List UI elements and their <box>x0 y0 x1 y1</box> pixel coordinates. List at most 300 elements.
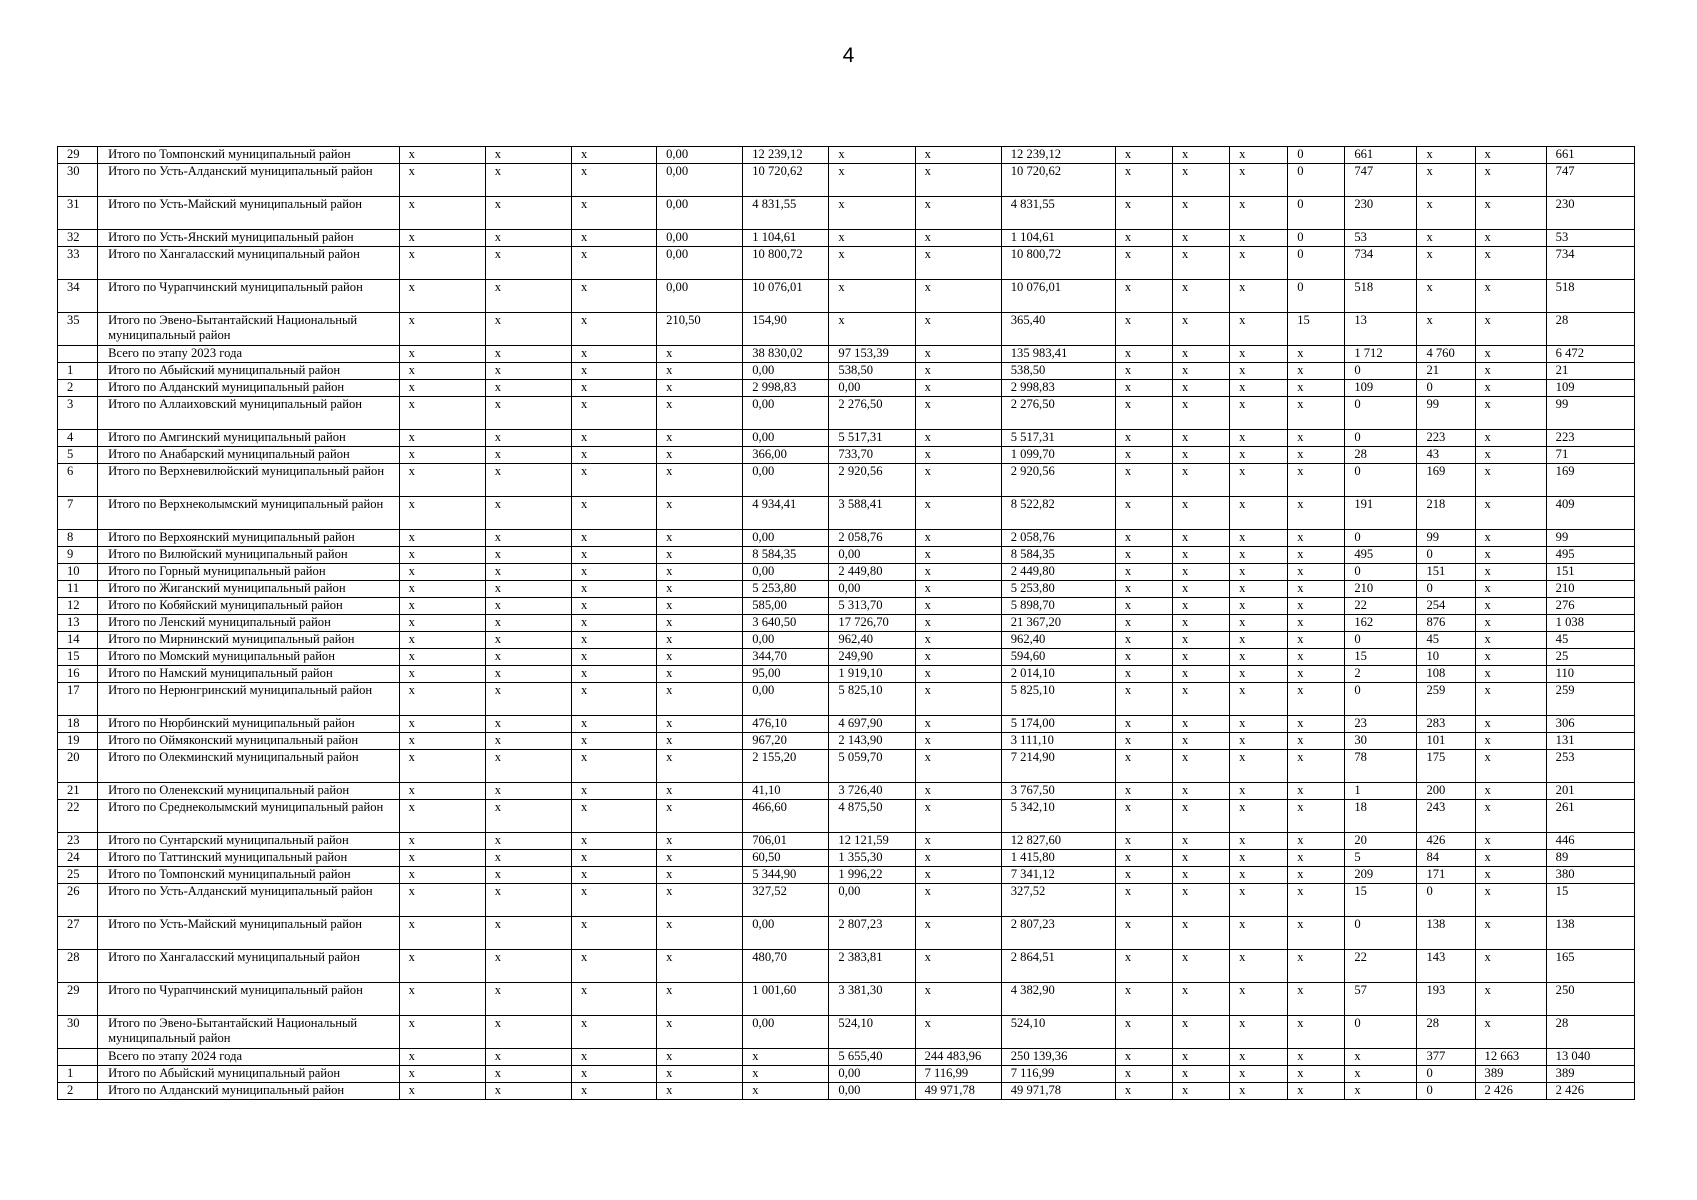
row-number-cell: 11 <box>58 581 98 598</box>
table-cell: x <box>571 313 656 346</box>
table-row <box>58 733 1635 750</box>
table-cell: 191 <box>1345 497 1417 530</box>
table-cell: x <box>1173 750 1230 783</box>
table-cell: x <box>399 917 485 950</box>
table-cell: x <box>1288 750 1345 783</box>
table-cell: x <box>485 363 571 380</box>
table-cell: x <box>1288 497 1345 530</box>
table-cell: x <box>1173 581 1230 598</box>
table-cell: x <box>399 850 485 867</box>
table-cell: x <box>399 363 485 380</box>
table-cell: x <box>571 1066 656 1083</box>
table-row <box>58 917 1635 950</box>
table-cell: x <box>657 666 743 683</box>
table-cell: x <box>1288 850 1345 867</box>
table-cell: 230 <box>1345 197 1417 230</box>
table-cell: x <box>1475 666 1546 683</box>
table-cell: 78 <box>1345 750 1417 783</box>
table-cell: x <box>399 164 485 197</box>
table-cell: x <box>485 716 571 733</box>
district-name-cell: Итого по Таттинский муниципальный район <box>98 850 400 867</box>
table-cell: x <box>485 581 571 598</box>
table-cell: x <box>1417 247 1475 280</box>
table-cell: x <box>915 716 1001 733</box>
table-cell: x <box>1230 547 1288 564</box>
table-cell: 259 <box>1417 683 1475 716</box>
table-cell: 0,00 <box>743 430 829 447</box>
table-cell: x <box>915 147 1001 164</box>
table-row <box>58 447 1635 464</box>
table-cell: 22 <box>1345 950 1417 983</box>
table-cell: 0 <box>1345 564 1417 581</box>
table-cell: x <box>1173 733 1230 750</box>
row-number-cell: 3 <box>58 397 98 430</box>
table-cell: x <box>829 230 915 247</box>
table-cell: x <box>915 850 1001 867</box>
table-cell: x <box>399 547 485 564</box>
table-cell: x <box>657 867 743 884</box>
table-cell: 12 239,12 <box>1001 147 1115 164</box>
row-number-cell: 23 <box>58 833 98 850</box>
table-cell: 2 383,81 <box>829 950 915 983</box>
table-cell: x <box>1115 1016 1172 1049</box>
table-cell: 0 <box>1345 683 1417 716</box>
row-number-cell: 2 <box>58 380 98 397</box>
table-cell: x <box>1230 800 1288 833</box>
table-cell: 1 038 <box>1546 615 1634 632</box>
table-cell: 734 <box>1546 247 1634 280</box>
district-name-cell: Итого по Хангаласский муниципальный район <box>98 950 400 983</box>
table-cell: 200 <box>1417 783 1475 800</box>
table-cell: 218 <box>1417 497 1475 530</box>
table-cell: 4 831,55 <box>743 197 829 230</box>
table-cell: x <box>485 983 571 1016</box>
table-cell: x <box>1173 247 1230 280</box>
table-cell: x <box>1345 1049 1417 1066</box>
table-cell: 151 <box>1417 564 1475 581</box>
table-cell: 0,00 <box>657 280 743 313</box>
table-cell: x <box>657 733 743 750</box>
table-row <box>58 464 1635 497</box>
table-cell: x <box>1230 530 1288 547</box>
table-cell: x <box>1173 649 1230 666</box>
table-cell: 2 <box>1345 666 1417 683</box>
district-name-cell: Итого по Сунтарский муниципальный район <box>98 833 400 850</box>
table-cell: 426 <box>1417 833 1475 850</box>
table-cell: x <box>1173 666 1230 683</box>
table-cell: x <box>1173 430 1230 447</box>
table-cell: x <box>743 1083 829 1100</box>
data-table <box>57 146 1635 1100</box>
table-cell: 261 <box>1546 800 1634 833</box>
table-cell: x <box>485 447 571 464</box>
table-cell: x <box>1230 147 1288 164</box>
table-cell: x <box>1288 430 1345 447</box>
table-cell: 22 <box>1345 598 1417 615</box>
table-cell: 0 <box>1417 1083 1475 1100</box>
table-cell: x <box>915 950 1001 983</box>
table-cell: x <box>1475 447 1546 464</box>
district-name-cell: Итого по Абыйский муниципальный район <box>98 1066 400 1083</box>
table-cell: x <box>399 867 485 884</box>
table-cell: x <box>399 313 485 346</box>
table-cell: x <box>1417 280 1475 313</box>
table-cell: 250 139,36 <box>1001 1049 1115 1066</box>
table-cell: x <box>399 147 485 164</box>
table-cell: 21 367,20 <box>1001 615 1115 632</box>
table-cell: x <box>1475 464 1546 497</box>
table-cell: 1 001,60 <box>743 983 829 1016</box>
district-name-cell: Итого по Абыйский муниципальный район <box>98 363 400 380</box>
table-cell: 89 <box>1546 850 1634 867</box>
table-cell: 0,00 <box>743 530 829 547</box>
table-cell: x <box>657 564 743 581</box>
table-cell: 254 <box>1417 598 1475 615</box>
table-cell: x <box>915 230 1001 247</box>
table-cell: x <box>571 598 656 615</box>
table-cell: 10 076,01 <box>743 280 829 313</box>
table-cell: x <box>1115 547 1172 564</box>
table-cell: 2 426 <box>1475 1083 1546 1100</box>
table-cell: x <box>915 581 1001 598</box>
table-cell: x <box>1230 867 1288 884</box>
table-cell: x <box>1230 230 1288 247</box>
table-cell: 7 214,90 <box>1001 750 1115 783</box>
table-cell: x <box>1173 983 1230 1016</box>
district-name-cell: Итого по Усть-Янский муниципальный район <box>98 230 400 247</box>
table-cell: x <box>829 247 915 280</box>
table-row <box>58 649 1635 666</box>
table-cell: x <box>1230 632 1288 649</box>
table-cell: 109 <box>1546 380 1634 397</box>
row-number-cell: 4 <box>58 430 98 447</box>
table-cell: x <box>915 615 1001 632</box>
row-number-cell: 22 <box>58 800 98 833</box>
table-row <box>58 247 1635 280</box>
table-cell: 108 <box>1417 666 1475 683</box>
table-cell: 10 800,72 <box>1001 247 1115 280</box>
table-cell: x <box>1230 884 1288 917</box>
table-cell: x <box>485 280 571 313</box>
table-cell: 4 760 <box>1417 346 1475 363</box>
table-cell: 101 <box>1417 733 1475 750</box>
table-cell: x <box>657 464 743 497</box>
row-number-cell: 33 <box>58 247 98 280</box>
table-cell: 0 <box>1288 197 1345 230</box>
row-number-cell: 19 <box>58 733 98 750</box>
table-cell: x <box>1230 564 1288 581</box>
table-cell: x <box>571 247 656 280</box>
table-cell: 1 104,61 <box>1001 230 1115 247</box>
table-cell: x <box>657 363 743 380</box>
table-cell: 138 <box>1546 917 1634 950</box>
table-cell: x <box>399 833 485 850</box>
table-cell: x <box>1230 666 1288 683</box>
table-cell: x <box>485 615 571 632</box>
table-cell: x <box>399 1066 485 1083</box>
table-cell: 13 040 <box>1546 1049 1634 1066</box>
table-cell: x <box>1230 363 1288 380</box>
table-cell: x <box>399 497 485 530</box>
table-cell: x <box>657 917 743 950</box>
table-cell: x <box>1288 783 1345 800</box>
table-cell: 967,20 <box>743 733 829 750</box>
table-cell: x <box>657 380 743 397</box>
table-cell: 25 <box>1546 649 1634 666</box>
table-cell: x <box>1115 497 1172 530</box>
table-cell: x <box>829 197 915 230</box>
table-cell: x <box>1115 750 1172 783</box>
table-cell: 10 076,01 <box>1001 280 1115 313</box>
table-cell: x <box>571 564 656 581</box>
table-cell: x <box>1288 1049 1345 1066</box>
table-cell: 15 <box>1345 649 1417 666</box>
table-cell: x <box>399 884 485 917</box>
district-name-cell: Итого по Жиганский муниципальный район <box>98 581 400 598</box>
table-cell: x <box>571 547 656 564</box>
table-cell: x <box>571 430 656 447</box>
table-cell: x <box>399 800 485 833</box>
table-cell: 518 <box>1546 280 1634 313</box>
table-cell: x <box>1288 867 1345 884</box>
table-row <box>58 497 1635 530</box>
row-number-cell: 34 <box>58 280 98 313</box>
table-cell: 706,01 <box>743 833 829 850</box>
table-row <box>58 547 1635 564</box>
table-cell: x <box>399 750 485 783</box>
table-cell: x <box>571 346 656 363</box>
table-cell: 169 <box>1546 464 1634 497</box>
table-cell: x <box>1475 164 1546 197</box>
table-cell: 480,70 <box>743 950 829 983</box>
table-cell: 495 <box>1345 547 1417 564</box>
district-name-cell: Итого по Горный муниципальный район <box>98 564 400 581</box>
table-cell: 138 <box>1417 917 1475 950</box>
table-cell: x <box>1475 716 1546 733</box>
row-number-cell <box>58 346 98 363</box>
table-cell: 2 864,51 <box>1001 950 1115 983</box>
table-cell: x <box>1230 598 1288 615</box>
district-name-cell: Итого по Среднеколымский муниципальный район <box>98 800 400 833</box>
table-cell: 12 827,60 <box>1001 833 1115 850</box>
row-number-cell: 13 <box>58 615 98 632</box>
table-cell: x <box>571 1083 656 1100</box>
table-cell: 0,00 <box>657 147 743 164</box>
table-cell: x <box>915 464 1001 497</box>
district-name-cell: Итого по Усть-Майский муниципальный район <box>98 197 400 230</box>
table-cell: 409 <box>1546 497 1634 530</box>
table-cell: x <box>1230 1016 1288 1049</box>
table-cell: 21 <box>1417 363 1475 380</box>
table-cell: 2 920,56 <box>829 464 915 497</box>
table-cell: 3 726,40 <box>829 783 915 800</box>
table-cell: x <box>1417 197 1475 230</box>
table-row <box>58 1016 1635 1049</box>
table-cell: x <box>657 884 743 917</box>
table-cell: x <box>485 783 571 800</box>
table-cell: x <box>571 497 656 530</box>
table-cell: 5 344,90 <box>743 867 829 884</box>
table-cell: x <box>571 867 656 884</box>
table-cell: x <box>485 247 571 280</box>
table-cell: 38 830,02 <box>743 346 829 363</box>
table-cell: 12 121,59 <box>829 833 915 850</box>
table-cell: x <box>1288 716 1345 733</box>
table-cell: x <box>915 346 1001 363</box>
table-cell: x <box>1173 197 1230 230</box>
row-number-cell: 18 <box>58 716 98 733</box>
row-number-cell: 32 <box>58 230 98 247</box>
table-cell: x <box>1173 164 1230 197</box>
table-cell: 476,10 <box>743 716 829 733</box>
table-cell: x <box>571 530 656 547</box>
table-cell: x <box>571 447 656 464</box>
table-cell: 2 449,80 <box>829 564 915 581</box>
table-cell: x <box>915 783 1001 800</box>
table-cell: x <box>1115 666 1172 683</box>
table-cell: x <box>1288 649 1345 666</box>
table-cell: 389 <box>1475 1066 1546 1083</box>
table-cell: 2 426 <box>1546 1083 1634 1100</box>
row-number-cell: 5 <box>58 447 98 464</box>
table-cell: x <box>915 598 1001 615</box>
table-cell: 5 825,10 <box>1001 683 1115 716</box>
district-name-cell: Итого по Оймяконский муниципальный район <box>98 733 400 750</box>
table-cell: x <box>1475 530 1546 547</box>
table-cell: x <box>1288 733 1345 750</box>
table-cell: 223 <box>1546 430 1634 447</box>
table-cell: x <box>1230 247 1288 280</box>
table-cell: x <box>915 197 1001 230</box>
page-number: 4 <box>842 44 855 67</box>
table-cell: x <box>915 750 1001 783</box>
table-cell: 210,50 <box>657 313 743 346</box>
table-cell: 380 <box>1546 867 1634 884</box>
table-cell: x <box>915 666 1001 683</box>
table-cell: x <box>1288 447 1345 464</box>
table-cell: x <box>1475 497 1546 530</box>
table-row <box>58 716 1635 733</box>
table-cell: x <box>1230 1066 1288 1083</box>
row-number-cell: 20 <box>58 750 98 783</box>
table-cell: 10 720,62 <box>743 164 829 197</box>
table-cell: x <box>1475 917 1546 950</box>
table-row <box>58 147 1635 164</box>
table-cell: 210 <box>1345 581 1417 598</box>
table-cell: x <box>1230 346 1288 363</box>
table-cell: 0 <box>1288 280 1345 313</box>
row-number-cell <box>58 1049 98 1066</box>
table-cell: 0 <box>1417 884 1475 917</box>
table-cell: x <box>485 850 571 867</box>
row-number-cell: 26 <box>58 884 98 917</box>
table-row <box>58 800 1635 833</box>
table-cell: 466,60 <box>743 800 829 833</box>
district-name-cell: Итого по Нерюнгринский муниципальный район <box>98 683 400 716</box>
table-row <box>58 346 1635 363</box>
table-cell: x <box>1288 983 1345 1016</box>
table-cell: x <box>657 800 743 833</box>
table-cell: 524,10 <box>1001 1016 1115 1049</box>
table-cell: x <box>1173 447 1230 464</box>
table-cell: 0 <box>1288 164 1345 197</box>
table-cell: x <box>1173 280 1230 313</box>
district-name-cell: Итого по Усть-Алданский муниципальный район <box>98 884 400 917</box>
table-cell: x <box>1475 147 1546 164</box>
table-row <box>58 430 1635 447</box>
table-cell: x <box>399 666 485 683</box>
table-row <box>58 380 1635 397</box>
table-cell: x <box>1230 733 1288 750</box>
table-cell: x <box>1115 1083 1172 1100</box>
district-name-cell: Итого по Оленекский муниципальный район <box>98 783 400 800</box>
table-row <box>58 783 1635 800</box>
table-cell: x <box>1288 530 1345 547</box>
table-cell: x <box>1115 380 1172 397</box>
table-cell: x <box>1475 598 1546 615</box>
table-cell: x <box>1230 197 1288 230</box>
table-cell: x <box>1115 884 1172 917</box>
table-cell: x <box>1475 884 1546 917</box>
table-cell: 71 <box>1546 447 1634 464</box>
table-cell: x <box>399 430 485 447</box>
table-cell: x <box>485 164 571 197</box>
table-cell: x <box>1288 683 1345 716</box>
row-number-cell: 6 <box>58 464 98 497</box>
table-cell: x <box>399 716 485 733</box>
table-cell: x <box>399 447 485 464</box>
table-cell: 0 <box>1345 632 1417 649</box>
table-cell: 13 <box>1345 313 1417 346</box>
row-number-cell: 8 <box>58 530 98 547</box>
table-cell: x <box>1288 346 1345 363</box>
district-name-cell: Итого по Кобяйский муниципальный район <box>98 598 400 615</box>
table-cell: x <box>1475 800 1546 833</box>
table-cell: 3 640,50 <box>743 615 829 632</box>
table-cell: x <box>485 917 571 950</box>
table-cell: x <box>1475 950 1546 983</box>
table-cell: x <box>485 666 571 683</box>
table-cell: x <box>1173 363 1230 380</box>
table-cell: x <box>399 197 485 230</box>
table-cell: x <box>399 464 485 497</box>
table-cell: x <box>485 884 571 917</box>
table-cell: x <box>1115 230 1172 247</box>
table-cell: x <box>1230 683 1288 716</box>
table-cell: 5 517,31 <box>1001 430 1115 447</box>
table-cell: 0,00 <box>829 1083 915 1100</box>
table-cell: x <box>1475 683 1546 716</box>
table-cell: 495 <box>1546 547 1634 564</box>
table-cell: x <box>1475 833 1546 850</box>
table-cell: 244 483,96 <box>915 1049 1001 1066</box>
table-cell: x <box>1173 1066 1230 1083</box>
table-cell: x <box>1475 247 1546 280</box>
table-cell: x <box>657 397 743 430</box>
table-cell: 95,00 <box>743 666 829 683</box>
table-cell: x <box>1115 530 1172 547</box>
table-cell: x <box>571 147 656 164</box>
table-row <box>58 230 1635 247</box>
table-cell: 97 153,39 <box>829 346 915 363</box>
table-cell: 0 <box>1345 530 1417 547</box>
row-number-cell: 12 <box>58 598 98 615</box>
table-cell: x <box>1417 147 1475 164</box>
table-cell: x <box>915 632 1001 649</box>
table-cell: 99 <box>1417 397 1475 430</box>
table-cell: x <box>1173 598 1230 615</box>
district-name-cell: Итого по Эвено-Бытантайский Национальный муниципальный район <box>98 1016 400 1049</box>
